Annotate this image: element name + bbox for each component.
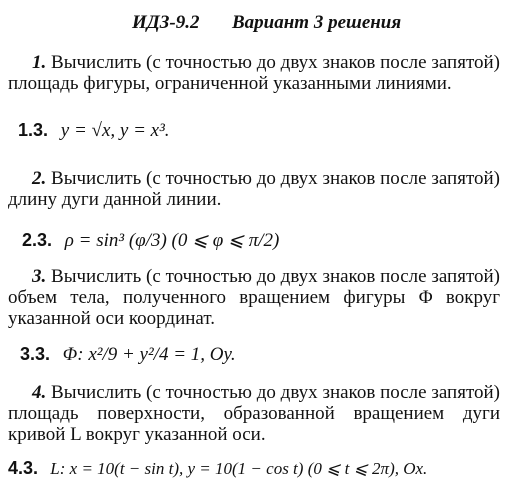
task-3-statement bbox=[8, 266, 500, 329]
task-1-formula-expression: y = √x, y = x³. bbox=[60, 120, 170, 141]
task-1-formula bbox=[18, 120, 170, 142]
task-1-statement bbox=[8, 52, 500, 94]
task-4-formula bbox=[8, 458, 427, 479]
task-2-formula-number: 2.3. bbox=[22, 230, 53, 250]
task-4-number: 4. bbox=[32, 382, 47, 403]
task-2-text: Вычислить (с точностью до двух знаков после запятой) длину дуги данной линии. bbox=[8, 168, 501, 210]
task-4-statement bbox=[8, 382, 500, 445]
task-4-formula-expression: L: x = 10(t − sin t), y = 10(1 − cos t) (0 ⩽ t ⩽ 2π), Ox. bbox=[50, 459, 428, 478]
task-4-text: Вычислить (с точностью до двух знаков после запятой) площадь поверхности, образованной вращением дуги кривой L вокруг указанной оси. bbox=[8, 382, 501, 445]
task-3-formula-number: 3.3. bbox=[20, 344, 51, 364]
task-3-formula bbox=[20, 344, 236, 366]
task-3-number: 3. bbox=[32, 266, 47, 287]
variant-title: Вариант 3 решения bbox=[232, 12, 402, 33]
task-1-number: 1. bbox=[32, 52, 47, 73]
task-1-formula-number: 1.3. bbox=[18, 120, 49, 140]
task-2-formula bbox=[22, 229, 279, 252]
task-2-formula-expression: ρ = sin³ (φ/3) (0 ⩽ φ ⩽ π/2) bbox=[64, 230, 280, 251]
task-4-formula-number: 4.3. bbox=[8, 458, 39, 478]
assignment-code: ИДЗ-9.2 bbox=[132, 12, 200, 33]
task-2-statement bbox=[8, 168, 500, 210]
task-1-text: Вычислить (с точностью до двух знаков после запятой) площадь фигуры, ограниченной указанными линиями. bbox=[8, 52, 501, 94]
task-3-text: Вычислить (с точностью до двух знаков после запятой) объем тела, полученного вращением фигуры Φ вокруг указанной оси координат. bbox=[8, 266, 501, 329]
task-3-formula-expression: Φ: x²/9 + y²/4 = 1, Oy. bbox=[62, 344, 236, 365]
task-2-number: 2. bbox=[32, 168, 47, 189]
page-header bbox=[0, 8, 527, 38]
